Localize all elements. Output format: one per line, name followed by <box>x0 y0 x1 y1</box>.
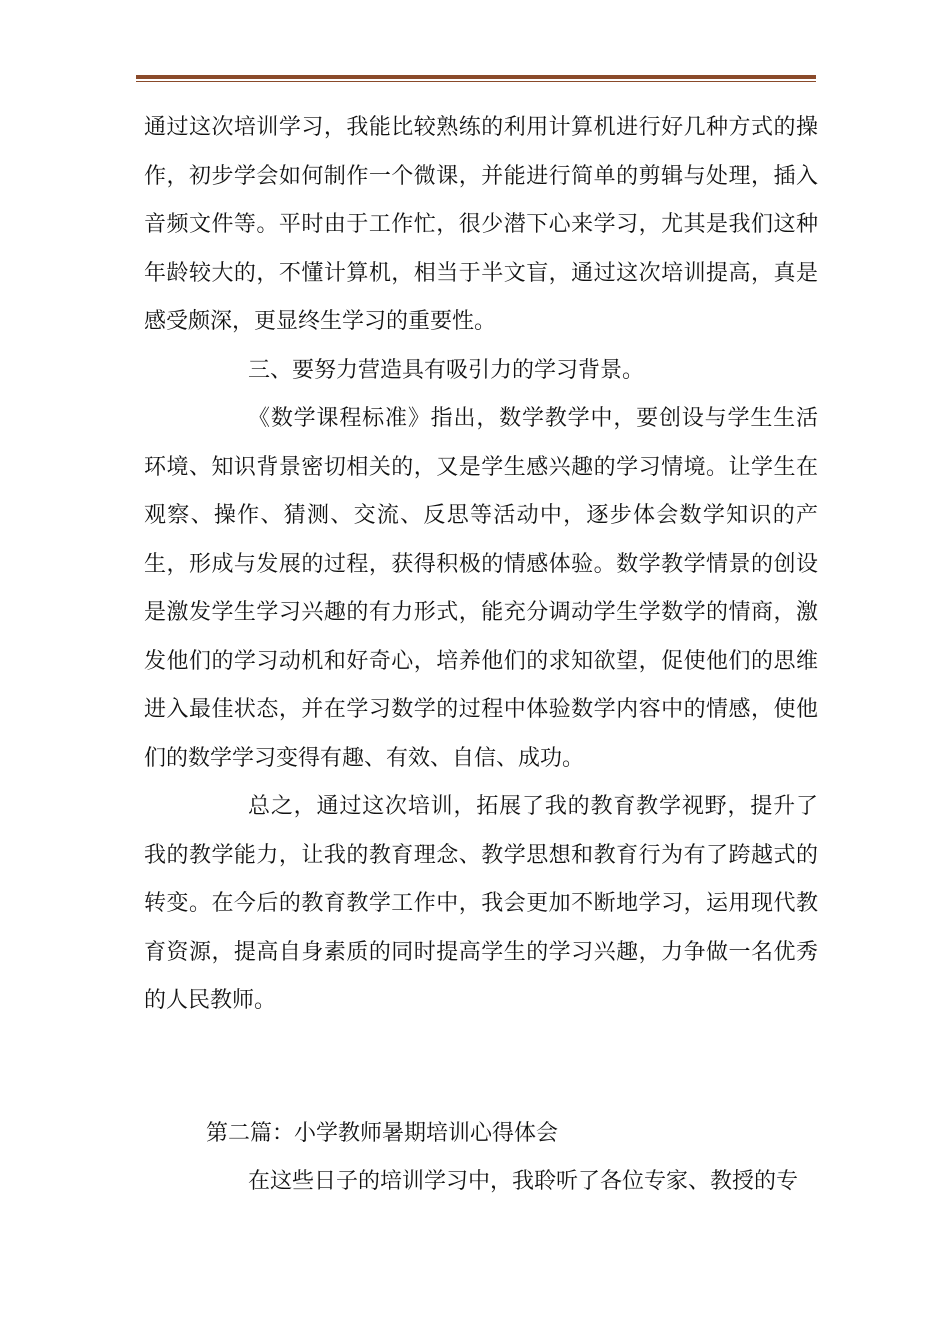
document-body <box>144 104 818 1207</box>
paragraph-heading-three: 三、要努力营造具有吸引力的学习背景。 <box>248 357 645 383</box>
paragraph-second-article-start: 在这些日子的培训学习中，我聆听了各位专家、教授的专 <box>248 1169 799 1194</box>
paragraph-summary: 总之，通过这次培训，拓展了我的教育教学视野，提升了我的教学能力，让我的教育理念、教学思想和教育行为有了跨越式的转变。在今后的教育教学工作中，我会更加不断地学习，运用现代教育资源，提高自身素质的同时提高学生的学习兴趣，力争做一名优秀的人民教师。 <box>144 794 818 1013</box>
paragraph-training-skills: 通过这次培训学习，我能比较熟练的利用计算机进行好几种方式的操作，初步学会如何制作一个微课，并能进行简单的剪辑与处理，插入音频文件等。平时由于工作忙，很少潜下心来学习，尤其是我们这种年龄较大的，不懂计算机，相当于半文盲，通过这次培训提高，真是感受颇深，更显终生学习的重要性。 <box>144 115 818 334</box>
section-title: 第二篇：小学教师暑期培训心得体会 <box>206 1120 559 1146</box>
header-rule-thin <box>136 81 816 82</box>
section-gap <box>144 1026 818 1110</box>
paragraph-math-standard: 《数学课程标准》指出，数学教学中，要创设与学生生活环境、知识背景密切相关的，又是学生感兴趣的学习情境。让学生在观察、操作、猜测、交流、反思等活动中，逐步体会数学知识的产生，形成与发展的过程，获得积极的情感体验。数学教学情景的创设是激发学生学习兴趣的有力形式，能充分调动学生学数学的情商，激发他们的学习动机和好奇心，培养他们的求知欲望，促使他们的思维进入最佳状态，并在学习数学的过程中体验数学内容中的情感，使他们的数学学习变得有趣、有效、自信、成功。 <box>144 406 818 771</box>
header-rule <box>136 75 816 79</box>
